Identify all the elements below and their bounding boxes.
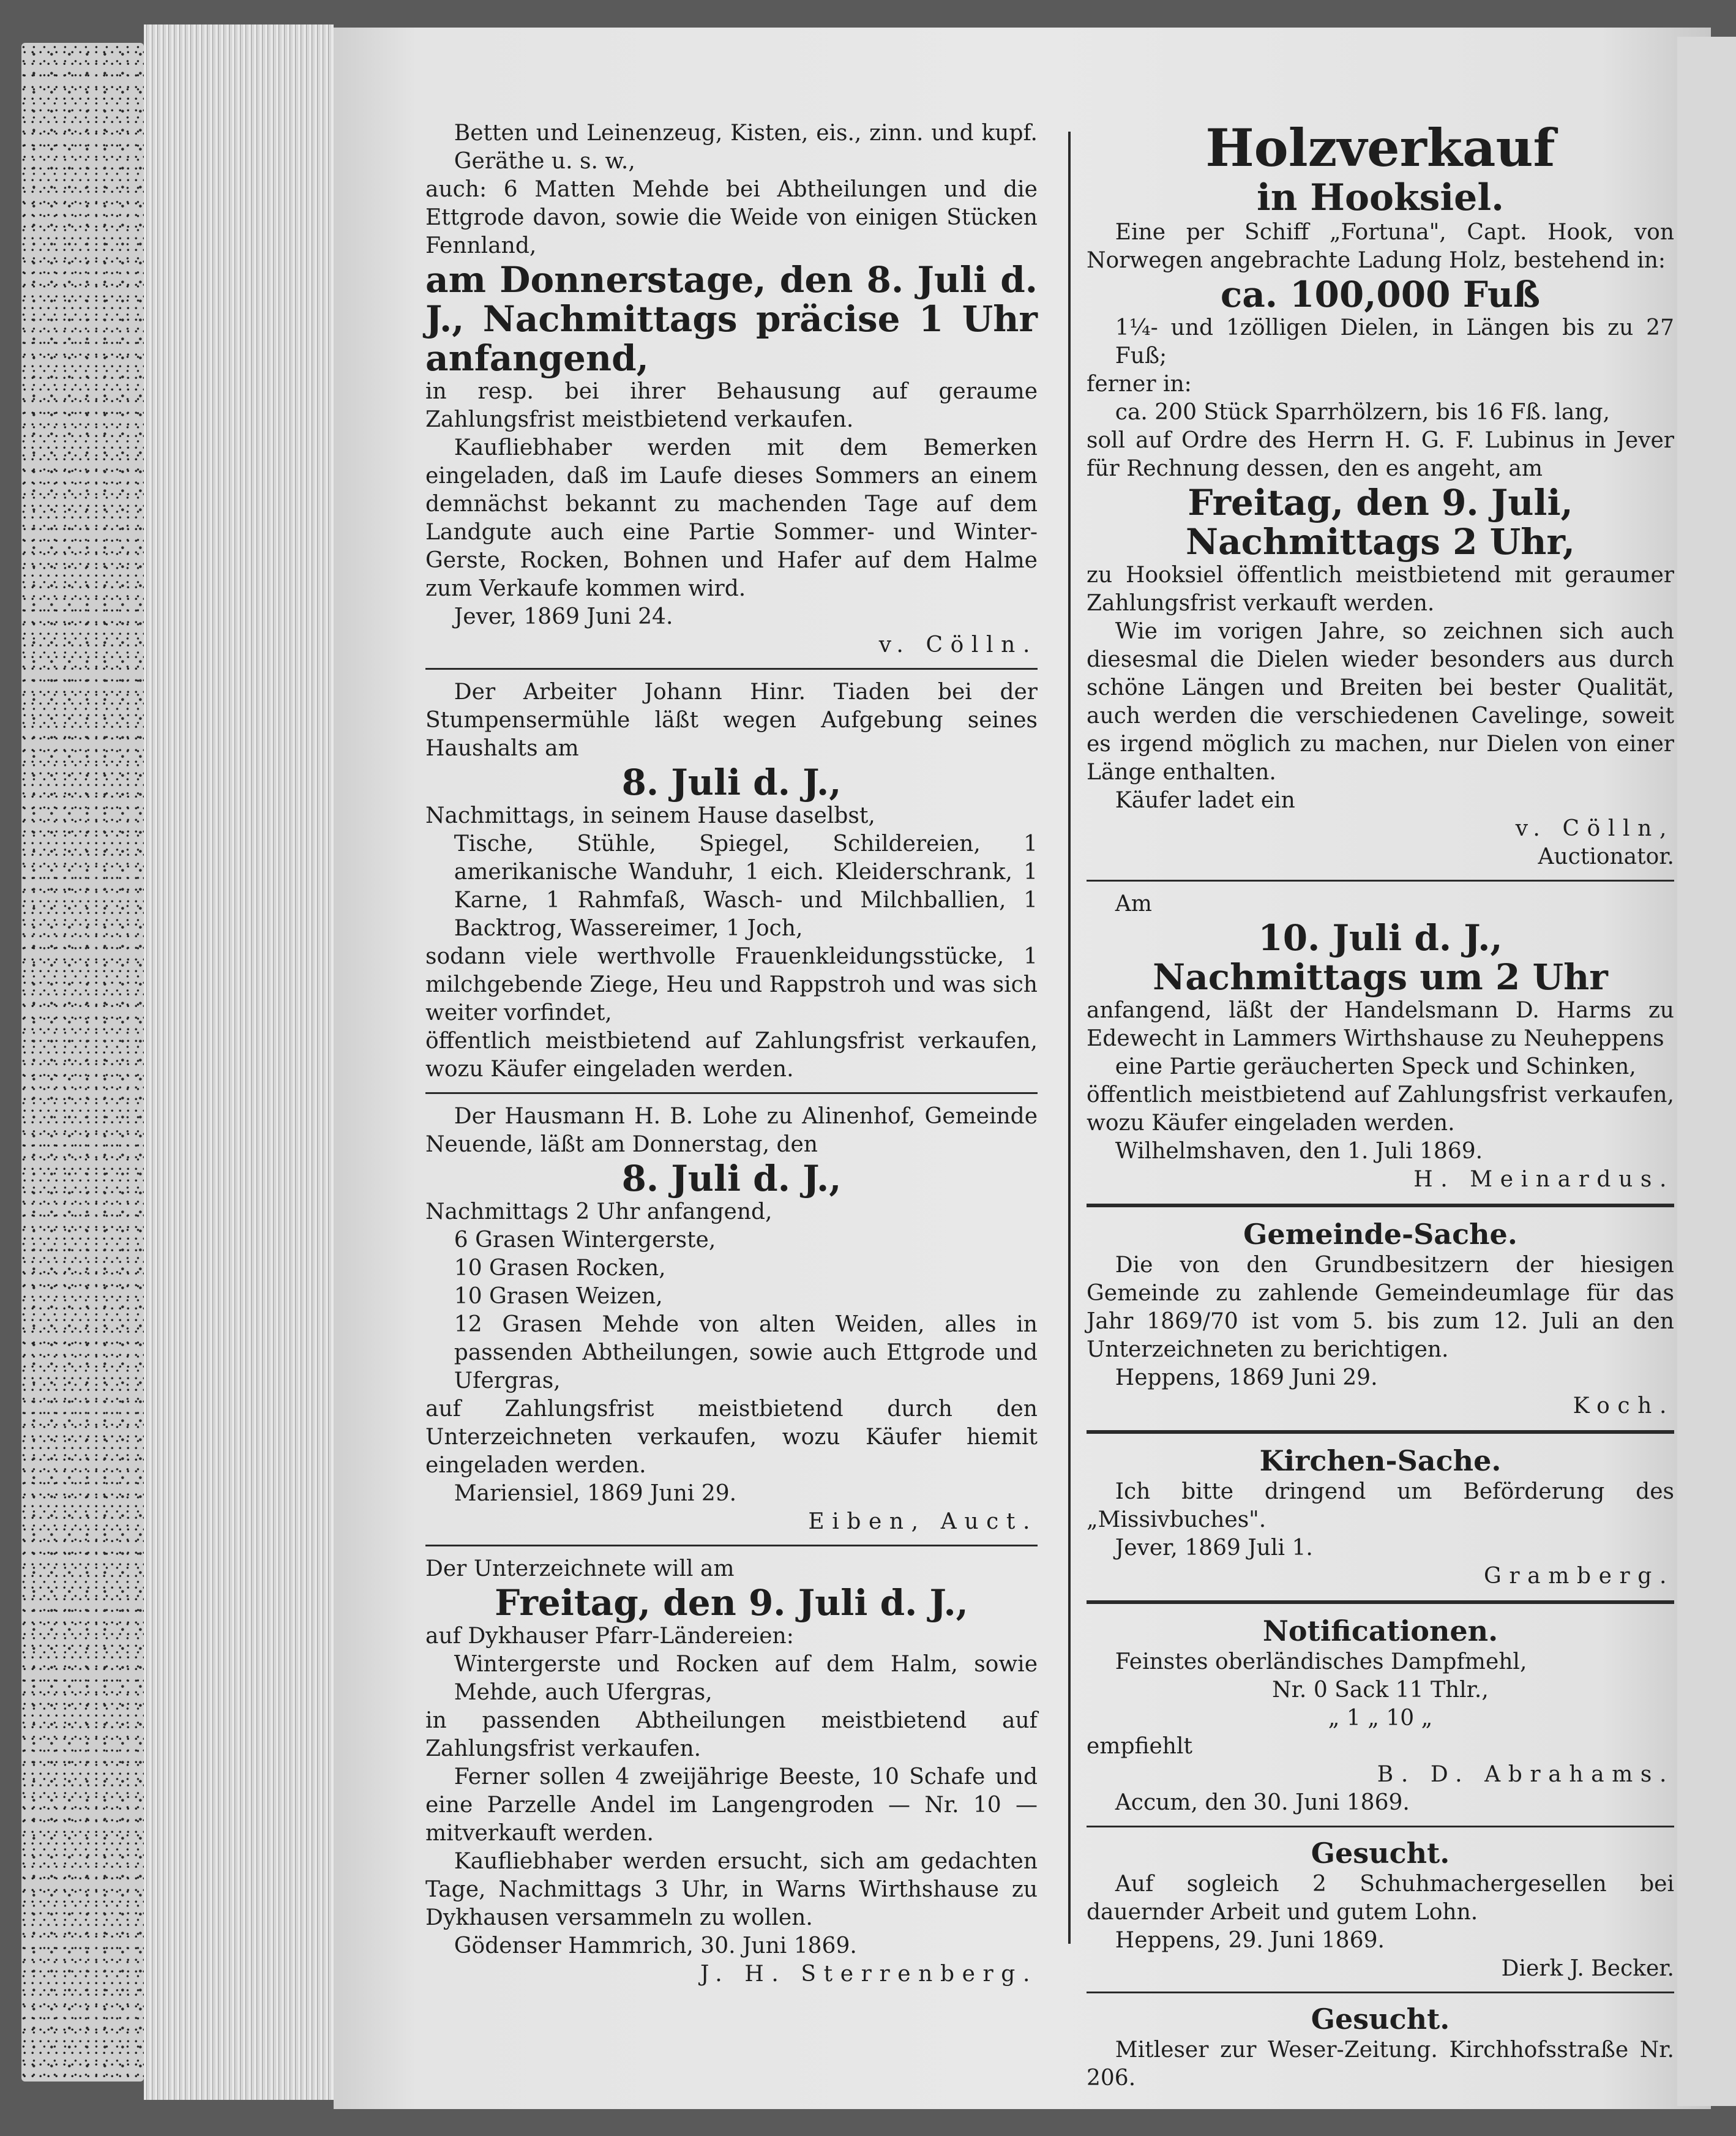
wood-boards: 1¼- und 1zölligen Dielen, in Längen bis zu 27 Fuß; [1115,315,1674,369]
ad2-date-big: 8. Juli d. J., [621,762,842,803]
gesucht2-heading: Gesucht. [1311,2003,1450,2036]
ad3-signature: Eiben, Auct. [808,1509,1038,1534]
flour-recommends: empfiehlt [1087,1734,1192,1759]
ad1-note: Kaufliebhaber werden mit dem Bemerken eingeladen, daß im Laufe dieses Sommers an einem demnächst bekannt zu machenden Tage auf dem Landgute auch eine Partie Sommer- und Winter-Gerste, Rocken, Bohnen und Hafer auf dem Halme zum Verkaufe kommen wird. [425,435,1038,601]
ad1-place-date: Jever, 1869 Juni 24. [454,604,673,629]
harms-terms: öffentlich meistbietend auf Zahlungsfrist verkaufen, wozu Käufer eingeladen werden. [1087,1082,1674,1136]
ad4-items: Wintergerste und Rocken auf dem Halm, sowie Mehde, auch Ufergras, [454,1652,1038,1705]
flour-signature: B. D. Abrahams. [1377,1762,1674,1787]
ad3-item: 10 Grasen Weizen, [454,1284,663,1309]
divider [1087,1430,1674,1434]
gesucht-place-date: Heppens, 29. Juni 1869. [1115,1928,1385,1953]
wood-signature-title: Auctionator. [1538,844,1674,869]
harms-date: 10. Juli d. J., [1258,917,1503,959]
left-column [425,119,1038,1988]
ad4-terms: in passenden Abtheilungen meistbietend auf Zahlungsfrist verkaufen. [425,1708,1038,1761]
gemeinde-heading: Gemeinde-Sache. [1243,1218,1517,1251]
ad4-intro: Der Unterzeichnete will am [425,1556,735,1581]
column-divider [1068,132,1071,1944]
gemeinde-body: Die von den Grundbesitzern der hiesigen Gemeinde zu zahlende Gemeindeumlage für das Jahr 1869/70 ist vom 5. bis zum 12. Juli an den Unterzeichneten zu berichtigen. [1087,1253,1674,1362]
ad1-items: Betten und Leinenzeug, Kisten, eis., zinn. und kupf. Geräthe u. s. w., [454,121,1038,174]
flour-price-1: Nr. 0 Sack 11 Thlr., [1272,1677,1489,1703]
holzverkauf-subheading: in Hooksiel. [1256,176,1505,219]
ad-am: Am [1115,891,1152,916]
divider [1087,1600,1674,1604]
wood-invite: Käufer ladet ein [1115,788,1295,813]
ad1-body: in resp. bei ihrer Behausung auf geraume Zahlungsfrist meistbietend verkaufen. [425,379,1038,432]
wood-further: ferner in: [1087,372,1192,397]
divider [1087,1826,1674,1827]
wood-quantity: ca. 100,000 Fuß [1220,274,1541,315]
wood-time: Nachmittags 2 Uhr, [1186,521,1575,563]
ad2-time: Nachmittags, in seinem Hause daselbst, [425,803,875,828]
harms-items: eine Partie geräucherten Speck und Schinken, [1115,1054,1636,1079]
kirchen-body: Ich bitte dringend um Beförderung des „Missivbuches". [1087,1479,1674,1532]
flour-product: Feinstes oberländisches Dampfmehl, [1115,1649,1527,1674]
divider [425,668,1038,670]
ad3-end: auf Zahlungsfrist meistbietend durch den Unterzeichneten verkaufen, wozu Käufer hiemit eingeladen werden. [425,1396,1038,1478]
wood-date: Freitag, den 9. Juli, [1188,482,1573,523]
ad3-item: 12 Grasen Mehde von alten Weiden, alles in passenden Abtheilungen, sowie auch Ettgrode und Ufergras, [454,1312,1038,1393]
gemeinde-place-date: Heppens, 1869 Juni 29. [1115,1365,1378,1390]
wood-terms: zu Hooksiel öffentlich meistbietend mit geraumer Zahlungsfrist verkauft werden. [1087,563,1674,616]
ad3-item: 6 Grasen Wintergerste, [454,1227,716,1253]
divider [425,1545,1038,1546]
gesucht-signature: Dierk J. Becker. [1501,1956,1674,1981]
ad2-items: Tische, Stühle, Spiegel, Schildereien, 1 amerikanische Wanduhr, 1 eich. Kleiderschrank, 1 Karne, 1 Rahmfaß, Wasch- und Milchballien, 1 Backtrog, Wassereimer, 1 Joch, [454,831,1038,941]
ad3-item: 10 Grasen Rocken, [454,1256,666,1281]
divider [1087,1204,1674,1207]
ad3-date-big: 8. Juli d. J., [621,1158,842,1199]
ad2-intro: Der Arbeiter Johann Hinr. Tiaden bei der Stumpensermühle läßt wegen Aufgebung seines Haushalts am [425,680,1038,761]
wood-signature: v. Cölln, [1515,816,1674,841]
gemeinde-signature: Koch. [1573,1393,1674,1418]
ad4-extra: Ferner sollen 4 zweijährige Beeste, 10 Schafe und eine Parzelle Andel im Langengroden — Nr. 10 — mitverkauft werden. [425,1764,1038,1846]
page-stack [144,24,334,2100]
ad3-intro: Der Hausmann H. B. Lohe zu Alinenhof, Gemeinde Neuende, läßt am Donnerstag, den [425,1104,1038,1157]
ad1-date-big: am Donnerstage, den 8. Juli d. J., Nachmittags präcise 1 Uhr anfangend, [425,259,1038,379]
divider [1087,880,1674,882]
ad1-signature: v. Cölln. [878,632,1038,658]
ad3-time: Nachmittags 2 Uhr anfangend, [425,1199,773,1224]
wood-order: soll auf Ordre des Herrn H. G. F. Lubinus in Jever für Rechnung dessen, den es angeht, am [1087,428,1674,481]
ad4-date-big: Freitag, den 9. Juli d. J., [495,1582,968,1624]
ad4-invite: Kaufliebhaber werden ersucht, sich am gedachten Tage, Nachmittags 3 Uhr, in Warns Wirthshause zu Dykhausen versammeln zu wollen. [425,1849,1038,1930]
kirchen-signature: Gramberg. [1483,1564,1674,1589]
wood-intro: Eine per Schiff „Fortuna", Capt. Hook, von Norwegen angebrachte Ladung Holz, bestehend in: [1087,220,1674,273]
harms-time: Nachmittags um 2 Uhr [1153,956,1608,998]
flour-place-date: Accum, den 30. Juni 1869. [1115,1790,1410,1815]
ad4-signature: J. H. Sterrenberg. [700,1962,1038,1987]
gesucht-body: Auf sogleich 2 Schuhmachergesellen bei dauernder Arbeit und gutem Lohn. [1087,1872,1674,1925]
ad2-end: öffentlich meistbietend auf Zahlungsfrist verkaufen, wozu Käufer eingeladen werden. [425,1029,1038,1082]
flour-price-2: „ 1 „ 10 „ [1328,1706,1433,1731]
book-cover [21,43,144,2082]
notificationen-heading: Notificationen. [1262,1614,1498,1647]
kirchen-heading: Kirchen-Sache. [1259,1444,1502,1477]
harms-body: anfangend, läßt der Handelsmann D. Harms zu Edewecht in Lammers Wirthshause zu Neuheppens [1087,998,1674,1051]
ad2-rest: sodann viele werthvolle Frauenkleidungsstücke, 1 milchgebende Ziege, Heu und Rappstroh und was sich weiter vorfindet, [425,944,1038,1025]
right-column [1087,119,1674,2093]
ad4-place: auf Dykhauser Pfarr-Ländereien: [425,1624,794,1649]
ad3-place-date: Mariensiel, 1869 Juni 29. [454,1481,737,1506]
gesucht2-body: Mitleser zur Weser-Zeitung. Kirchhofsstraße Nr. 206. [1087,2037,1674,2091]
harms-signature: H. Meinardus. [1413,1167,1674,1192]
harms-place-date: Wilhelmshaven, den 1. Juli 1869. [1115,1139,1483,1164]
kirchen-place-date: Jever, 1869 Juli 1. [1115,1535,1313,1561]
wood-rafters: ca. 200 Stück Sparrhölzern, bis 16 Fß. lang, [1115,400,1611,425]
divider [1087,1992,1674,1993]
wood-quality: Wie im vorigen Jahre, so zeichnen sich auch diesesmal die Dielen wieder besonders aus durch schöne Längen und Breiten bei bester Qualität, auch werden die verschiedenen Cavelinge, soweit es irgend möglich zu machen, nur Dielen von einer Länge enthalten. [1087,619,1674,785]
divider [425,1092,1038,1094]
gesucht-heading: Gesucht. [1311,1837,1450,1870]
holzverkauf-heading: Holzverkauf [1205,118,1555,178]
ad4-place-date: Gödenser Hammrich, 30. Juni 1869. [454,1933,857,1958]
ad1-also: auch: 6 Matten Mehde bei Abtheilungen und die Ettgrode davon, sowie die Weide von einigen Stücken Fennland, [425,177,1038,258]
next-page-edge [1677,37,1736,2106]
